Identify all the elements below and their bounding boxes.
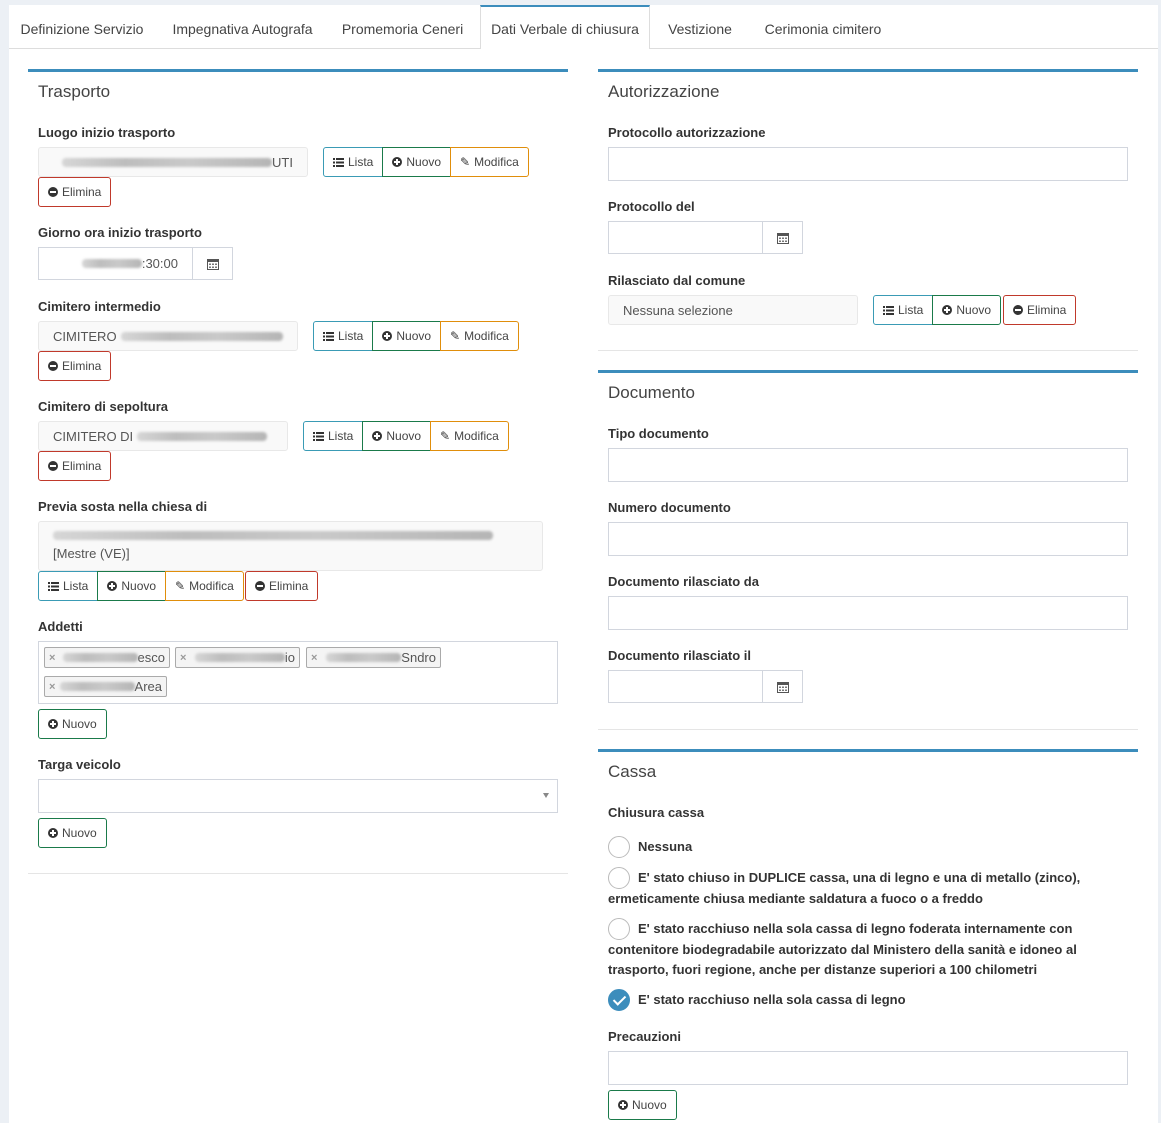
previa-sosta-label: Previa sosta nella chiesa di <box>38 499 208 514</box>
luogo-elimina-button[interactable] <box>38 177 111 207</box>
tab-vestizione[interactable]: Vestizione <box>668 21 732 37</box>
autorizzazione-title: Autorizzazione <box>608 82 720 101</box>
tab-cerimonia-cimitero[interactable]: Cerimonia cimitero <box>764 21 882 37</box>
remove-tag-icon[interactable]: × <box>49 680 56 693</box>
plus-circle-icon <box>392 157 402 167</box>
cimitero-intermedio-field[interactable] <box>38 321 298 351</box>
chiusura-cassa-option-label: E' stato racchiuso nella sola cassa di legno <box>638 992 906 1007</box>
previa-sosta-modifica-button[interactable] <box>165 571 244 601</box>
luogo-lista-button[interactable] <box>323 147 383 177</box>
minus-circle-icon <box>1013 305 1023 315</box>
previa-sosta-lista-button[interactable] <box>38 571 98 601</box>
precauzioni-label: Precauzioni <box>608 1029 681 1044</box>
plus-circle-icon <box>372 431 382 441</box>
cimitero-sepoltura-field[interactable] <box>38 421 288 451</box>
button-label: Lista <box>328 429 354 443</box>
rilasciato-button-group <box>873 295 1001 325</box>
pencil-icon: ✎ <box>460 155 471 169</box>
chiusura-cassa-radio-nessuna[interactable] <box>608 836 630 858</box>
list-icon <box>333 158 344 167</box>
pencil-icon: ✎ <box>175 579 186 593</box>
button-label: Modifica <box>454 429 499 443</box>
cimitero-intermedio-button-group <box>313 321 519 351</box>
plus-circle-icon <box>382 331 392 341</box>
redacted-text <box>326 653 401 662</box>
button-label: Nuovo <box>386 429 422 443</box>
remove-tag-icon[interactable]: × <box>49 651 56 664</box>
button-label: Elimina <box>62 359 102 373</box>
button-label: Nuovo <box>62 717 97 731</box>
plus-circle-icon <box>942 305 952 315</box>
documento-rilasciato-il-input[interactable] <box>608 670 763 703</box>
luogo-inizio-trasporto-value: UTI <box>272 154 293 170</box>
protocollo-autorizzazione-label: Protocollo autorizzazione <box>608 125 766 140</box>
pencil-icon: ✎ <box>450 329 461 343</box>
targa-veicolo-label: Targa veicolo <box>38 757 121 772</box>
tab-definizione-servizio[interactable]: Definizione Servizio <box>20 21 144 37</box>
addetto-tag[interactable] <box>44 676 167 697</box>
numero-documento-label: Numero documento <box>608 500 731 515</box>
plus-circle-icon <box>48 828 58 838</box>
button-label: Elimina <box>62 459 102 473</box>
list-icon <box>48 582 59 591</box>
rilasciato-lista-button[interactable] <box>873 295 933 325</box>
button-label: Nuovo <box>396 329 432 343</box>
protocollo-autorizzazione-input[interactable] <box>608 147 1128 181</box>
chiusura-cassa-radio-sola-legno[interactable] <box>608 989 630 1011</box>
documento-rilasciato-il-calendar-button[interactable] <box>762 670 803 703</box>
redacted-text <box>137 432 267 441</box>
button-label: Elimina <box>1027 303 1067 317</box>
documento-rilasciato-da-label: Documento rilasciato da <box>608 574 759 589</box>
documento-title: Documento <box>608 383 695 402</box>
plus-circle-icon <box>107 581 117 591</box>
redacted-text <box>195 653 285 662</box>
tab-bar <box>9 5 1158 49</box>
documento-box-divider <box>598 729 1138 730</box>
calendar-icon <box>777 681 789 693</box>
numero-documento-input[interactable] <box>608 522 1128 556</box>
plus-circle-icon <box>618 1100 628 1110</box>
button-label: Elimina <box>62 185 102 199</box>
tab-dati-verbale-di-chiusura[interactable]: Dati Verbale di chiusura <box>480 5 650 50</box>
rilasciato-dal-comune-field[interactable] <box>608 295 858 325</box>
redacted-text <box>82 259 142 268</box>
luogo-button-group <box>323 147 529 177</box>
rilasciato-nuovo-button[interactable] <box>932 295 1001 325</box>
targa-nuovo-button[interactable] <box>38 818 107 848</box>
previa-sosta-button-group <box>38 571 244 601</box>
trasporto-title: Trasporto <box>38 82 111 101</box>
tab-promemoria-ceneri[interactable]: Promemoria Ceneri <box>341 21 464 37</box>
previa-sosta-nuovo-button[interactable] <box>97 571 166 601</box>
button-label: Nuovo <box>632 1098 667 1112</box>
minus-circle-icon <box>48 361 58 371</box>
cassa-title: Cassa <box>608 762 657 781</box>
redacted-text <box>60 682 135 691</box>
previa-sosta-field[interactable] <box>38 521 543 571</box>
redacted-text <box>63 653 138 662</box>
giorno-ora-label: Giorno ora inizio trasporto <box>38 225 202 240</box>
cimitero-intermedio-modifica-button[interactable] <box>440 321 519 351</box>
trasporto-box-divider <box>28 873 568 874</box>
tab-impegnativa-autografa[interactable]: Impegnativa Autografa <box>172 21 313 37</box>
documento-rilasciato-il-label: Documento rilasciato il <box>608 648 752 663</box>
luogo-modifica-button[interactable] <box>450 147 529 177</box>
rilasciato-dal-comune-label: Rilasciato dal comune <box>608 273 746 288</box>
giorno-ora-value: :30:00 <box>141 256 178 271</box>
button-label: Modifica <box>189 579 234 593</box>
protocollo-del-label: Protocollo del <box>608 199 695 214</box>
addetto-tag[interactable] <box>44 647 170 668</box>
addetti-nuovo-button[interactable] <box>38 709 107 739</box>
chevron-down-icon <box>543 793 549 798</box>
list-icon <box>323 332 334 341</box>
protocollo-del-input[interactable] <box>608 221 763 254</box>
precauzioni-nuovo-button[interactable] <box>608 1090 677 1120</box>
remove-tag-icon[interactable]: × <box>311 651 318 664</box>
autorizzazione-box-divider <box>598 350 1138 351</box>
addetti-label: Addetti <box>38 619 83 634</box>
addetto-tag-label: io <box>284 650 295 665</box>
rilasciato-elimina-button[interactable] <box>1003 295 1076 325</box>
chiusura-cassa-option-label: E' stato racchiuso nella sola cassa di legno foderata internamente con contenitore biodegradabile autorizzato dal Ministero della sanità e idoneo al trasporto, fuori regione, anche per distanze superiori a 100 chilometri <box>608 921 1077 977</box>
calendar-icon <box>207 258 219 270</box>
chiusura-cassa-label: Chiusura cassa <box>608 805 705 820</box>
button-label: Lista <box>898 303 924 317</box>
button-label: Nuovo <box>406 155 442 169</box>
button-label: Lista <box>63 579 89 593</box>
remove-tag-icon[interactable]: × <box>180 651 187 664</box>
button-label: Nuovo <box>121 579 157 593</box>
cimitero-intermedio-nuovo-button[interactable] <box>372 321 441 351</box>
list-icon <box>313 432 324 441</box>
cimitero-intermedio-lista-button[interactable] <box>313 321 373 351</box>
cimitero-sepoltura-button-group <box>303 421 509 451</box>
chiusura-cassa-option-label: Nessuna <box>638 839 693 854</box>
previa-sosta-elimina-button[interactable] <box>245 571 318 601</box>
button-label: Nuovo <box>62 826 97 840</box>
luogo-inizio-trasporto-field[interactable] <box>38 147 308 177</box>
cimitero-sepoltura-nuovo-button[interactable] <box>362 421 431 451</box>
targa-veicolo-select[interactable] <box>38 779 558 813</box>
button-label: Elimina <box>269 579 309 593</box>
button-label: Lista <box>338 329 364 343</box>
addetto-tag-label: Area <box>134 679 162 694</box>
tipo-documento-input[interactable] <box>608 448 1128 482</box>
documento-rilasciato-da-input[interactable] <box>608 596 1128 630</box>
previa-sosta-value: [Mestre (VE)] <box>53 546 130 561</box>
addetto-tag-label: Sndro <box>401 650 436 665</box>
minus-circle-icon <box>48 461 58 471</box>
cimitero-sepoltura-label: Cimitero di sepoltura <box>38 399 169 414</box>
precauzioni-input[interactable] <box>608 1051 1128 1085</box>
cimitero-sepoltura-value: CIMITERO DI <box>53 428 134 444</box>
addetto-tag[interactable] <box>175 647 300 668</box>
addetto-tag[interactable] <box>306 647 441 668</box>
list-icon <box>883 306 894 315</box>
cimitero-intermedio-elimina-button[interactable] <box>38 351 111 381</box>
redacted-text <box>53 531 493 540</box>
redacted-text <box>121 332 283 341</box>
protocollo-del-calendar-button[interactable] <box>762 221 803 254</box>
redacted-text <box>62 158 272 167</box>
cimitero-sepoltura-modifica-button[interactable] <box>430 421 509 451</box>
cimitero-sepoltura-lista-button[interactable] <box>303 421 363 451</box>
plus-circle-icon <box>48 719 58 729</box>
button-label: Nuovo <box>956 303 992 317</box>
addetto-tag-label: esco <box>137 650 165 665</box>
giorno-ora-input[interactable] <box>38 247 193 280</box>
button-label: Lista <box>348 155 374 169</box>
button-label: Modifica <box>474 155 519 169</box>
tipo-documento-label: Tipo documento <box>608 426 709 441</box>
chiusura-cassa-option-label: E' stato chiuso in DUPLICE cassa, una di legno e una di metallo (zinco), ermeticamente chiusa mediante saldatura a fuoco o a freddo <box>608 870 1081 906</box>
cimitero-intermedio-value: CIMITERO <box>53 328 117 344</box>
minus-circle-icon <box>255 581 265 591</box>
cimitero-sepoltura-elimina-button[interactable] <box>38 451 111 481</box>
luogo-nuovo-button[interactable] <box>382 147 451 177</box>
pencil-icon: ✎ <box>440 429 451 443</box>
cimitero-intermedio-label: Cimitero intermedio <box>38 299 161 314</box>
calendar-icon <box>777 232 789 244</box>
button-label: Modifica <box>464 329 509 343</box>
luogo-inizio-trasporto-label: Luogo inizio trasporto <box>38 125 176 140</box>
rilasciato-dal-comune-value: Nessuna selezione <box>623 302 733 318</box>
minus-circle-icon <box>48 187 58 197</box>
giorno-ora-calendar-button[interactable] <box>192 247 233 280</box>
